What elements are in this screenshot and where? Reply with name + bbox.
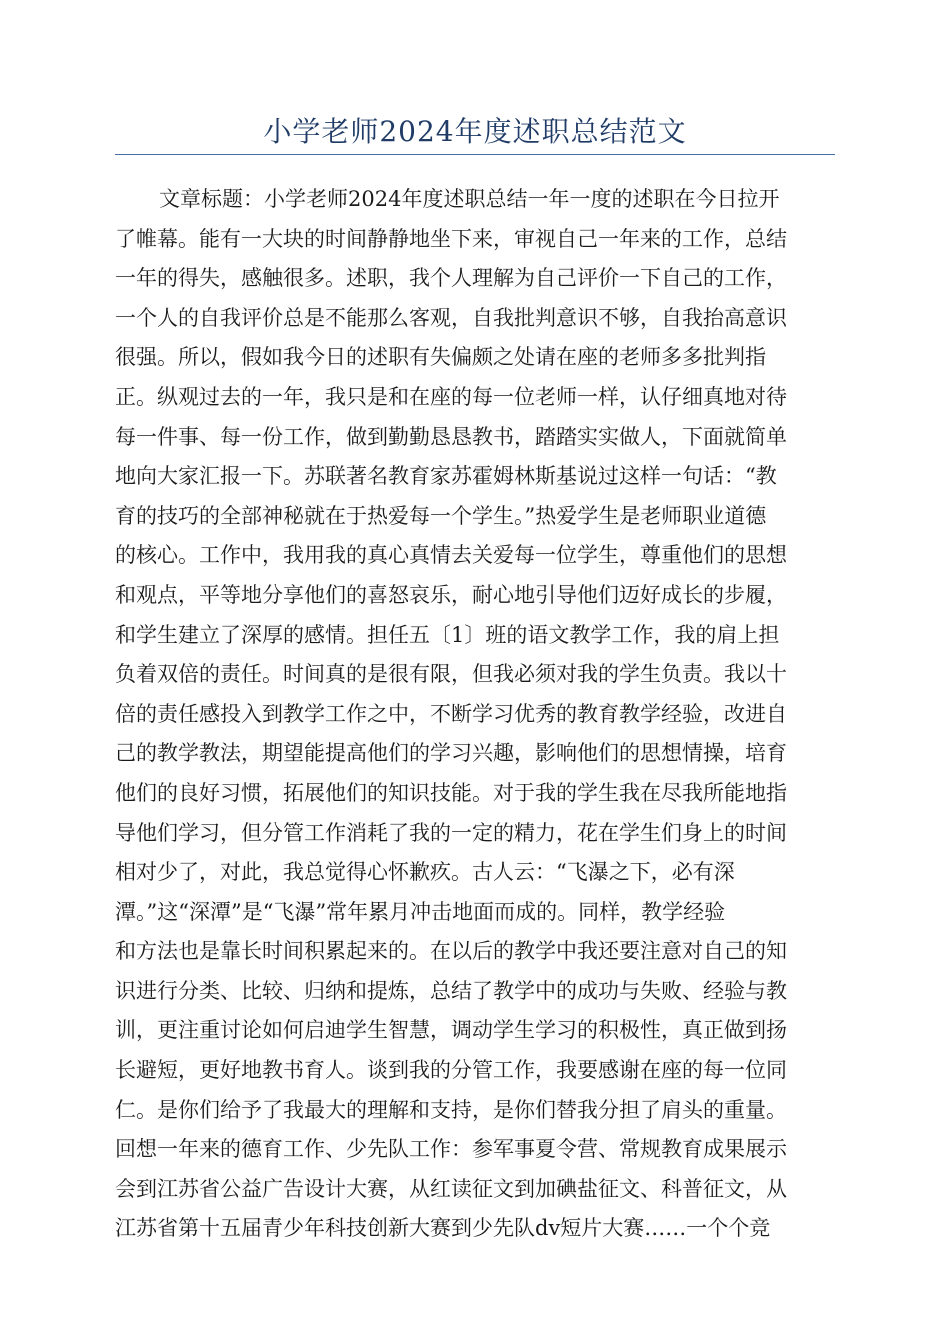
text-line: 每一件事、每一份工作，做到勤勤恳恳教书，踏踏实实做人，下面就简单 — [115, 424, 787, 449]
title-underline — [115, 154, 835, 155]
text-line: 己的教学教法，期望能提高他们的学习兴趣，影响他们的思想情操，培育 — [115, 741, 787, 766]
text-line: 负着双倍的责任。时间真的是很有限，但我必须对我的学生负责。我以十 — [115, 662, 787, 687]
text-line: 地向大家汇报一下。苏联著名教育家苏霍姆林斯基说过这样一句话：“教 — [115, 464, 777, 489]
text-line: 长避短，更好地教书育人。谈到我的分管工作，我要感谢在座的每一位同 — [115, 1058, 787, 1083]
text-line: 仁。是你们给予了我最大的理解和支持，是你们替我分担了肩头的重量。 — [115, 1097, 787, 1122]
text-line: 很强。所以，假如我今日的述职有失偏颇之处请在座的老师多多批判指 — [115, 345, 766, 370]
text-line: 倍的责任感投入到教学工作之中，不断学习优秀的教育教学经验，改进自 — [115, 701, 787, 726]
body-paragraph — [115, 180, 835, 1249]
text-line: 和观点，平等地分享他们的喜怒哀乐，耐心地引导他们迈好成长的步履， — [115, 582, 787, 607]
text-line: 和方法也是靠长时间积累起来的。在以后的教学中我还要注意对自己的知 — [115, 939, 787, 964]
page-title: 小学老师2024年度述职总结范文 — [263, 115, 687, 148]
text-line: 了帷幕。能有一大块的时间静静地坐下来，审视自己一年来的工作，总结 — [115, 226, 787, 251]
text-line: 训，更注重讨论如何启迪学生智慧，调动学生学习的积极性，真正做到扬 — [115, 1018, 787, 1043]
text-line: 相对少了，对此，我总觉得心怀歉疚。古人云：“飞瀑之下，必有深 — [115, 860, 735, 885]
text-line: 一个人的自我评价总是不能那么客观，自我批判意识不够，自我抬高意识 — [115, 305, 787, 330]
text-line: 潭。”这“深潭”是“飞瀑”常年累月冲击地面而成的。同样，教学经验 — [115, 899, 726, 924]
text-line: 会到江苏省公益广告设计大赛，从红读征文到加碘盐征文、科普征文，从 — [115, 1176, 787, 1201]
text-line: 正。纵观过去的一年，我只是和在座的每一位老师一样，认仔细真地对待 — [115, 384, 787, 409]
text-line: 识进行分类、比较、归纳和提炼，总结了教学中的成功与失败、经验与教 — [115, 978, 787, 1003]
text-line: 导他们学习，但分管工作消耗了我的一定的精力，花在学生们身上的时间 — [115, 820, 787, 845]
text-line: 文章标题：小学老师2024年度述职总结一年一度的述职在今日拉开 — [159, 187, 780, 211]
text-line: 的核心。工作中，我用我的真心真情去关爱每一位学生，尊重他们的思想 — [115, 543, 787, 568]
text-line: 他们的良好习惯，拓展他们的知识技能。对于我的学生我在尽我所能地指 — [115, 780, 787, 805]
text-line: 回想一年来的德育工作、少先队工作：参军事夏令营、常规教育成果展示 — [115, 1137, 787, 1162]
text-line: 和学生建立了深厚的感情。担任五〔1〕班的语文教学工作，我的肩上担 — [115, 622, 780, 647]
text-line: 育的技巧的全部神秘就在于热爱每一个学生。”热爱学生是老师职业道德 — [115, 503, 767, 528]
text-line: 江苏省第十五届青少年科技创新大赛到少先队dv短片大赛……一个个竞 — [115, 1216, 771, 1241]
text-line: 一年的得失，感触很多。述职，我个人理解为自己评价一下自己的工作， — [115, 266, 787, 291]
